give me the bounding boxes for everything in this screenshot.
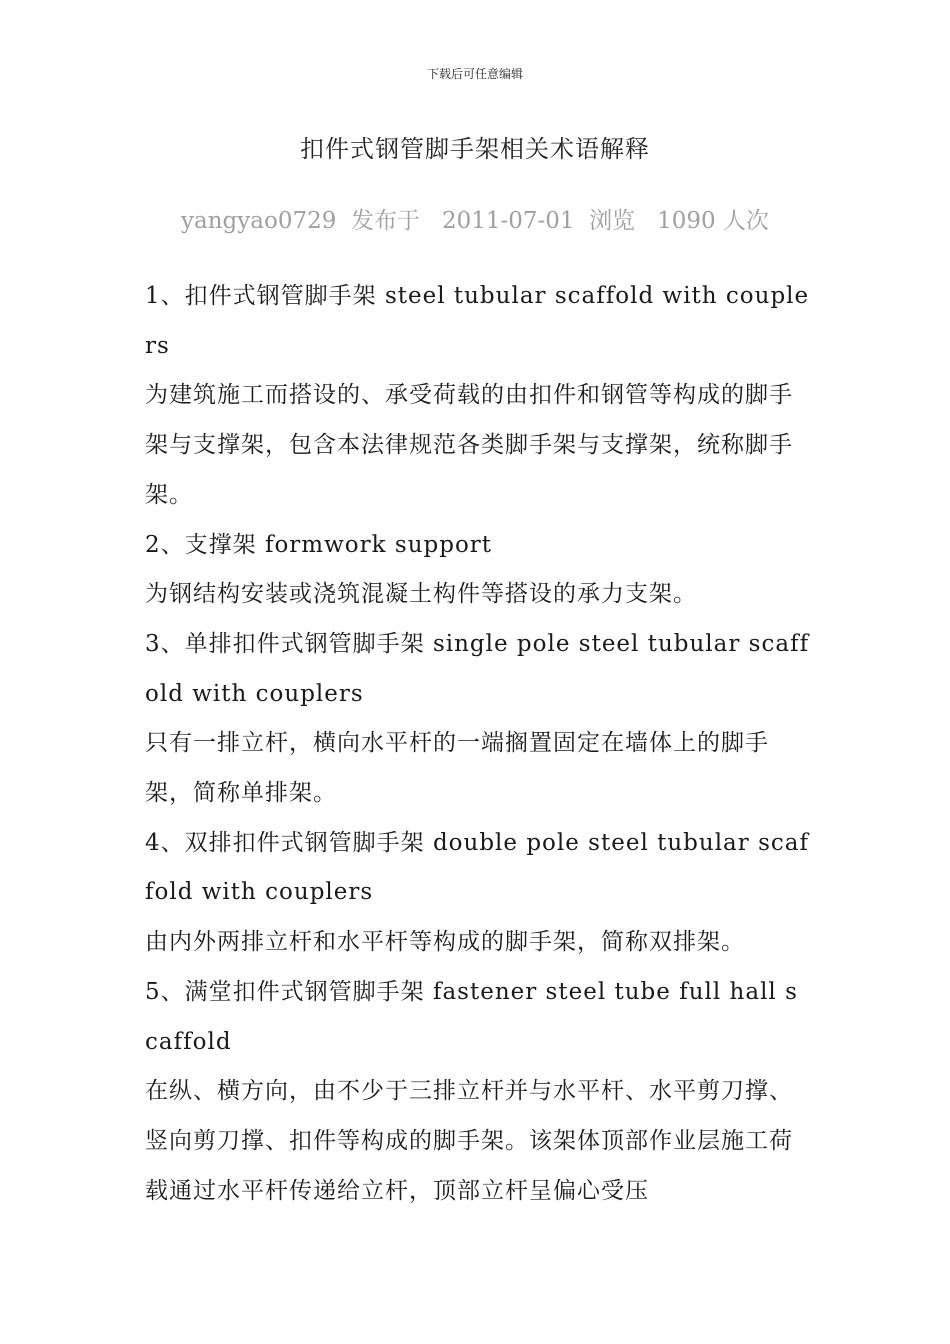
term-definition: 为建筑施工而搭设的、承受荷载的由扣件和钢管等构成的脚手架与支撑架，包含本法律规范各类脚手架与支撑架，统称脚手架。 <box>145 382 793 508</box>
publish-date: 2011-07-01 <box>441 208 575 234</box>
term-heading: 5、满堂扣件式钢管脚手架 fastener steel tube full hall scaffold <box>145 978 798 1055</box>
term-definition: 只有一排立杆，横向水平杆的一端搁置固定在墙体上的脚手架，简称单排架。 <box>145 730 769 807</box>
term-heading: 1、扣件式钢管脚手架 steel tubular scaffold with couplers <box>145 283 810 359</box>
views-label: 浏览 <box>589 208 636 234</box>
term-definition: 在纵、横方向，由不少于三排立杆并与水平杆、水平剪刀撑、竖向剪刀撑、扣件等构成的脚手架。该架体顶部作业层施工荷载通过水平杆传递给立杆，顶部立杆呈偏心受压 <box>145 1078 793 1204</box>
term-heading: 4、双排扣件式钢管脚手架 double pole steel tubular scaffold with couplers <box>145 829 809 906</box>
document-title: 扣件式钢管脚手架相关术语解释 <box>300 135 650 163</box>
term-heading: 2、支撑架 formwork support <box>145 531 493 558</box>
header-note: 下载后可任意编辑 <box>426 67 523 81</box>
publish-meta <box>0 205 950 237</box>
document-body <box>145 272 810 1216</box>
views-count: 1090 人次 <box>657 208 769 234</box>
term-definition: 为钢结构安装或浇筑混凝土构件等搭设的承力支架。 <box>145 581 697 608</box>
author-name: yangyao0729 <box>181 208 337 234</box>
published-label: 发布于 <box>351 208 420 234</box>
term-definition: 由内外两排立杆和水平杆等构成的脚手架，简称双排架。 <box>145 929 745 956</box>
term-heading: 3、单排扣件式钢管脚手架 single pole steel tubular scaffold with couplers <box>145 630 810 707</box>
